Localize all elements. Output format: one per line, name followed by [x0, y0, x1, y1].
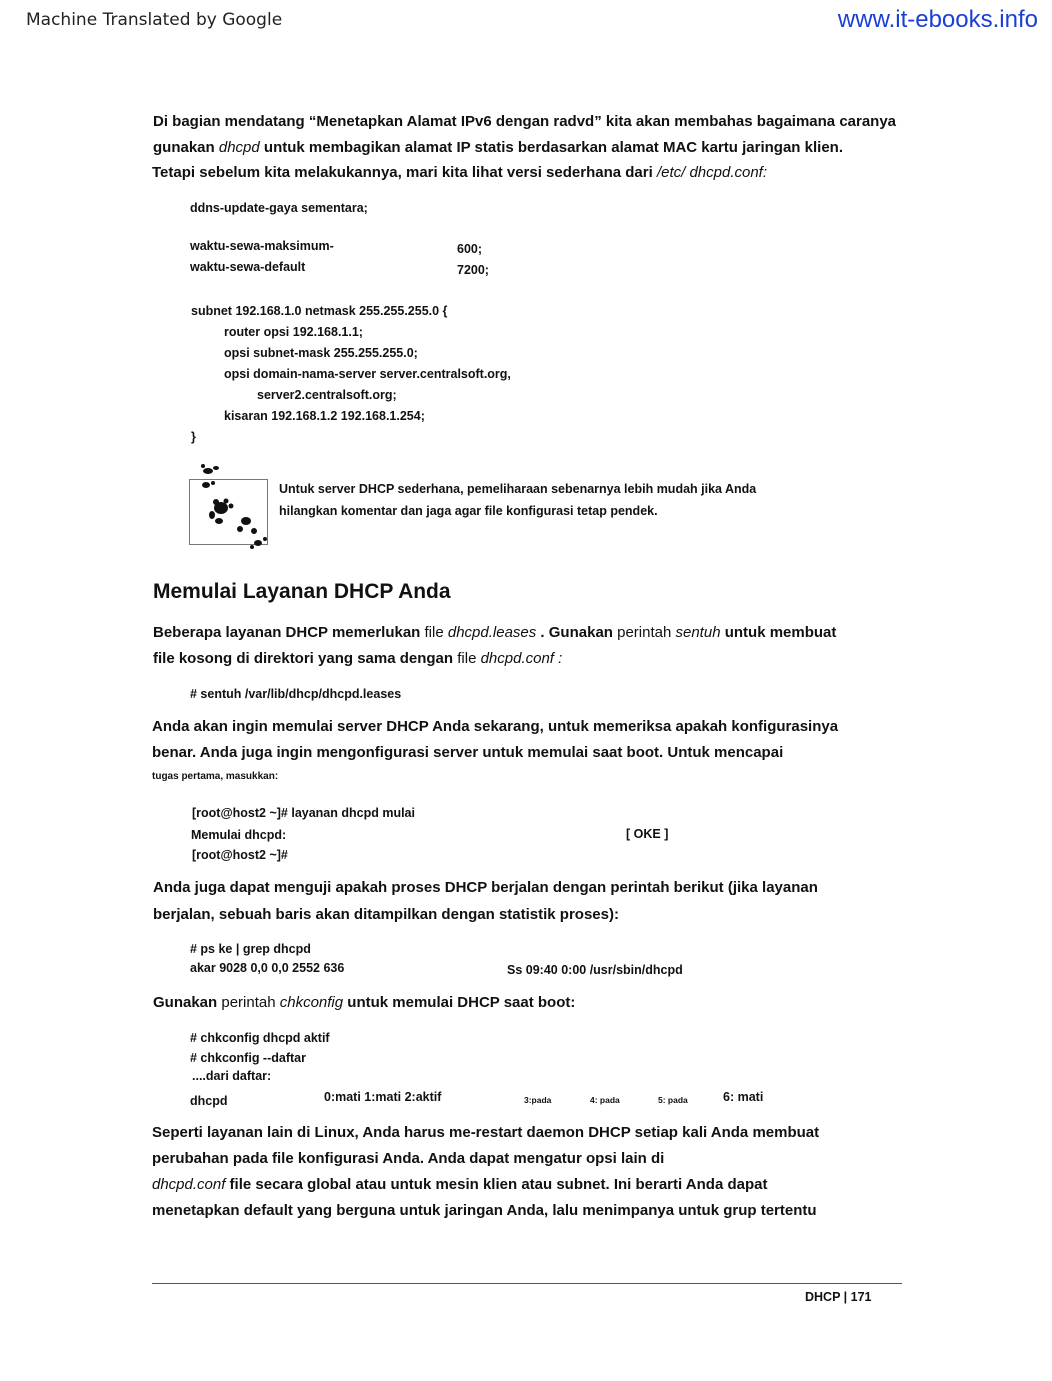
- p2-l2-i: dhcpd.conf :: [480, 650, 563, 667]
- p2-l1-b: . Gunakan: [536, 624, 618, 641]
- cmd2-line-3: [root@host2 ~]#: [192, 848, 288, 862]
- intro-line-2-italic: dhcpd: [218, 139, 260, 156]
- p5-a: Gunakan: [153, 994, 222, 1011]
- p2-l1-a: Beberapa layanan DHCP memerlukan: [153, 624, 425, 641]
- header-watermark: Machine Translated by Google: [26, 10, 283, 30]
- p5-b: untuk memulai DHCP saat boot:: [343, 994, 576, 1011]
- p2-l2-n: file: [457, 650, 481, 667]
- note-line-1: Untuk server DHCP sederhana, pemeliharaan sebenarnya lebih mudah jika Anda: [279, 482, 757, 496]
- conf-line-5: router opsi 192.168.1.1;: [224, 325, 363, 339]
- p4-line-2: berjalan, sebuah baris akan ditampilkan dengan statistik proses):: [153, 906, 619, 923]
- p6-l3-italic: dhcpd.conf: [152, 1176, 226, 1193]
- p5-line: [153, 993, 575, 1013]
- cmd4-name: dhcpd: [190, 1094, 228, 1108]
- p4-line-1: Anda juga dapat menguji apakah proses DHCP berjalan dengan perintah berikut (jika layanan: [153, 879, 818, 896]
- cmd4-line-3: ....dari daftar:: [192, 1069, 272, 1083]
- p6-line-2: perubahan pada file konfigurasi Anda. Anda dapat mengatur opsi lain di: [152, 1150, 665, 1167]
- header-link[interactable]: www.it-ebooks.info: [837, 6, 1038, 33]
- conf-line-10: }: [191, 430, 196, 444]
- p2-line-1: [153, 623, 836, 643]
- p2-l1-i1: dhcpd.leases: [447, 624, 537, 641]
- p2-line-2: [153, 649, 562, 669]
- cmd4-levels-b: 3:pada: [524, 1095, 552, 1105]
- cmd3-line-2: akar 9028 0,0 0,0 2552 636: [190, 961, 345, 975]
- cmd3-line-1: # ps ke | grep dhcpd: [190, 942, 311, 956]
- cmd4-line-1: # chkconfig dhcpd aktif: [190, 1031, 330, 1045]
- p6-l3-b: file secara global atau untuk mesin klien atau subnet. Ini berarti Anda dapat: [225, 1176, 768, 1193]
- p6-line-4: menetapkan default yang berguna untuk jaringan Anda, lalu menimpanya untuk grup tertentu: [152, 1202, 817, 1219]
- conf-line-4: subnet 192.168.1.0 netmask 255.255.255.0 {: [191, 304, 448, 318]
- cmd2-line-1: [root@host2 ~]# layanan dhcpd mulai: [192, 806, 415, 820]
- cmd2-line-2: Memulai dhcpd:: [191, 828, 287, 842]
- p2-l2-a: file kosong di direktori yang sama dengan: [153, 650, 458, 667]
- intro-line-2: [153, 138, 843, 158]
- intro-line-2-b: untuk membagikan alamat IP statis berdasarkan alamat MAC kartu jaringan klien.: [259, 139, 843, 156]
- cmd4-line-2: # chkconfig --daftar: [190, 1051, 306, 1065]
- intro-line-3-a: Tetapi sebelum kita melakukannya, mari kita lihat versi sederhana dari: [152, 164, 657, 181]
- conf-line-2-value: 600;: [457, 242, 483, 256]
- p5-n: perintah: [221, 994, 280, 1011]
- conf-line-8: server2.centralsoft.org;: [257, 388, 397, 402]
- footer-page-label: DHCP | 171: [805, 1290, 872, 1304]
- conf-line-7: opsi domain-nama-server server.centralsoft.org,: [224, 367, 511, 381]
- conf-line-2: waktu-sewa-maksimum-: [190, 239, 334, 253]
- intro-line-3-italic: /etc/ dhcpd.conf:: [656, 164, 768, 181]
- conf-line-3-value: 7200;: [457, 263, 489, 277]
- cmd4-levels-e: 6: mati: [723, 1090, 764, 1104]
- cmd1-line: # sentuh /var/lib/dhcp/dhcpd.leases: [190, 687, 402, 701]
- cmd3-line-2-right: Ss 09:40 0:00 /usr/sbin/dhcpd: [507, 963, 683, 977]
- cmd4-levels-c: 4: pada: [590, 1095, 620, 1105]
- note-line-2: hilangkan komentar dan jaga agar file konfigurasi tetap pendek.: [279, 504, 658, 518]
- conf-line-3: waktu-sewa-default: [190, 260, 306, 274]
- conf-line-1: ddns-update-gaya sementara;: [190, 201, 368, 215]
- p6-line-3: [152, 1175, 767, 1195]
- p2-l1-n2: perintah: [617, 624, 676, 641]
- conf-line-9: kisaran 192.168.1.2 192.168.1.254;: [224, 409, 425, 423]
- p3-line-3: tugas pertama, masukkan:: [152, 771, 279, 782]
- p2-l1-i2: sentuh: [675, 624, 721, 641]
- section-title: Memulai Layanan DHCP Anda: [153, 580, 451, 603]
- intro-line-3: [152, 163, 767, 183]
- cmd2-ok-status: [ OKE ]: [626, 827, 669, 841]
- p3-line-1: Anda akan ingin memulai server DHCP Anda sekarang, untuk memeriksa apakah konfigurasinya: [152, 718, 839, 735]
- p6-line-1: Seperti layanan lain di Linux, Anda harus me-restart daemon DHCP setiap kali Anda membuat: [152, 1124, 820, 1141]
- p3-line-2: benar. Anda juga ingin mengonfigurasi server untuk memulai saat boot. Untuk mencapai: [152, 744, 784, 761]
- intro-line-2-a: gunakan: [153, 139, 219, 156]
- p2-l1-n1: file: [424, 624, 448, 641]
- cmd4-levels-d: 5: pada: [658, 1095, 688, 1105]
- footer-rule: [152, 1283, 902, 1284]
- paw-prints-icon: [194, 459, 274, 551]
- p5-i: chkconfig: [279, 994, 344, 1011]
- intro-line-1: Di bagian mendatang “Menetapkan Alamat IPv6 dengan radvd” kita akan membahas bagaimana caranya: [153, 113, 897, 130]
- cmd4-levels-a: 0:mati 1:mati 2:aktif: [324, 1090, 442, 1104]
- p2-l1-c: untuk membuat: [720, 624, 837, 641]
- conf-line-6: opsi subnet-mask 255.255.255.0;: [224, 346, 418, 360]
